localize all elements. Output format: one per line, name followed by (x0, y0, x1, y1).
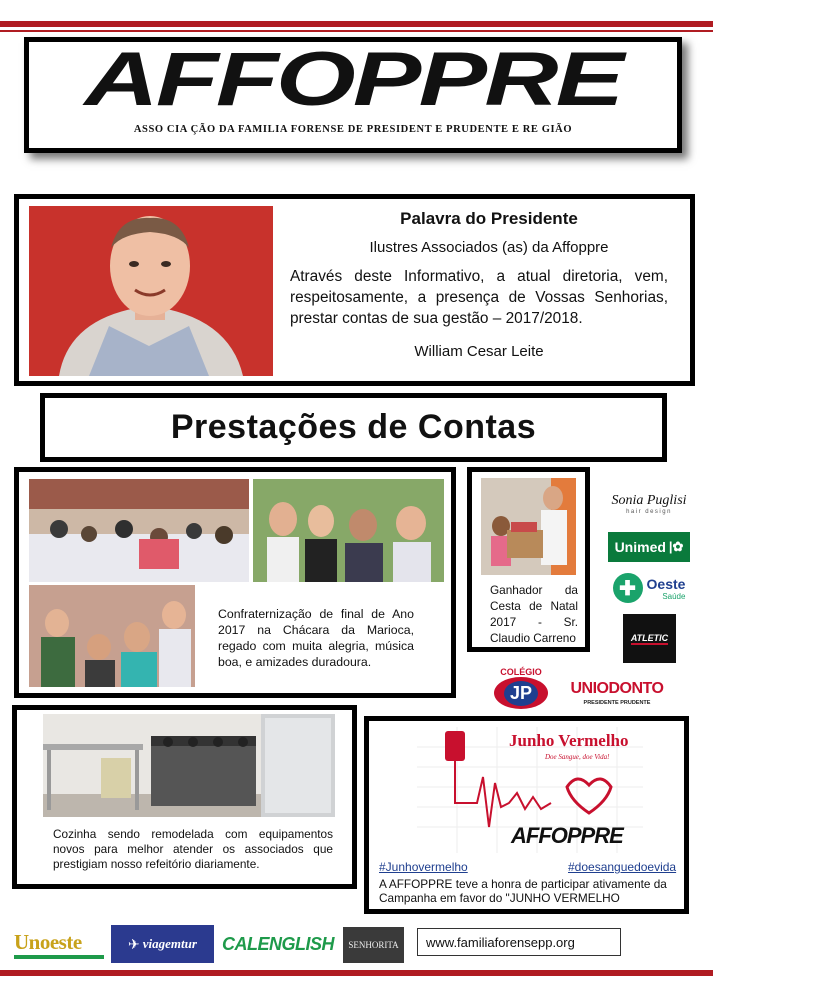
president-title: Palavra do Presidente (400, 209, 578, 228)
sponsor-viagemtur[interactable] (111, 925, 214, 963)
sponsor-senhorita[interactable] (343, 927, 404, 963)
sonia-sub: hair design (626, 509, 672, 515)
logo-wordmark: AFFOPPRE (84, 37, 622, 122)
unimed-tree-icon: |✿ (668, 539, 684, 554)
viagemtur-icon: ✈ (128, 935, 140, 952)
logo-tagline: ASSO CIA ÇÃO DA FAMILIA FORENSE DE PRESIDENT E PRUDENTE E RE GIÃO (133, 124, 573, 135)
section-title: Prestações de Contas (170, 408, 537, 446)
kitchen-box (12, 705, 357, 889)
sponsor-unimed[interactable] (608, 532, 690, 562)
sponsor-atletic[interactable] (623, 614, 676, 663)
sponsor-unoeste[interactable] (14, 925, 106, 963)
poster-subtitle: Doe Sangue, doe Vida! (545, 753, 610, 761)
website-link[interactable] (417, 928, 621, 956)
unoeste-stripe (14, 955, 104, 959)
poster-logo: AFFOPPRE (511, 823, 623, 848)
hashtag-doesangue[interactable]: #doesanguedoevida (568, 860, 677, 874)
sponsor-uniodonto[interactable] (562, 675, 672, 711)
atletic-label: ATLETIC (630, 632, 669, 643)
sponsor-oeste-saude[interactable] (608, 570, 690, 606)
winner-caption: Ganhador da Cesta de Natal 2017 - Sr. Claudio Carreno (490, 583, 578, 645)
campaign-poster (417, 727, 643, 853)
party-photo-friends (253, 479, 444, 582)
party-box (14, 467, 456, 698)
sonia-name: Sonia Puglisi (611, 493, 687, 508)
poster-title: Junho Vermelho (509, 731, 629, 750)
colegio-jp-text: JP (504, 681, 538, 706)
president-greeting: Ilustres Associados (as) da Affoppre (369, 239, 609, 256)
oeste-cross-icon: ✚ (613, 573, 643, 603)
president-signature: William Cesar Leite (414, 343, 544, 360)
kitchen-photo (43, 714, 335, 817)
colegio-jp-badge (494, 677, 548, 709)
president-message: Através deste Informativo, a atual diretoria, vem, respeitosamente, a presença de Vossas Senhorias, prestar contas de sua gestão – 2017/2018. (290, 268, 668, 327)
party-photo-tables (29, 479, 249, 582)
bottom-rule (0, 970, 713, 976)
president-box (14, 194, 695, 386)
unoeste-label: Unoeste (14, 929, 82, 954)
kitchen-caption: Cozinha sendo remodelada com equipamentos novos para melhor atender os associados que prestigiam nosso refeitório diariamente. (53, 827, 333, 871)
campaign-caption: A AFFOPPRE teve a honra de participar ativamente da Campanha em favor do "JUNHO VERMELHO (379, 877, 667, 905)
uniodonto-sub: PRESIDENTE PRUDENTE (583, 700, 651, 706)
top-rule (0, 21, 713, 27)
sponsor-colegio-jp[interactable] (488, 664, 554, 712)
president-photo (29, 206, 273, 376)
unimed-label: Unimed (614, 539, 666, 555)
section-title-box (40, 393, 667, 462)
senhorita-label: SENHORITA (348, 940, 399, 950)
oeste-sub: Saúde (662, 591, 686, 601)
winner-photo (481, 478, 576, 575)
calenglish-label: CALENGLISH (222, 933, 334, 954)
campaign-box (364, 716, 689, 914)
party-photo-group (29, 585, 195, 687)
hashtag-junho[interactable]: #Junhovermelho (379, 860, 468, 874)
header-logo-box (24, 37, 682, 153)
sponsor-calenglish[interactable] (217, 925, 339, 963)
uniodonto-label: UNIODONTO (570, 680, 664, 697)
viagemtur-label: viagemtur (142, 936, 197, 951)
winner-box (467, 467, 590, 652)
website-text: www.familiaforensepp.org (426, 934, 575, 950)
oeste-text (647, 576, 686, 601)
colegio-label: COLÉGIO (500, 667, 542, 677)
oeste-label: Oeste (646, 575, 686, 592)
sponsor-sonia-puglisi[interactable] (608, 486, 690, 522)
party-caption: Confraternização de final de Ano 2017 na Chácara da Marioca, regado com muita alegria, música boa, e amizades duradoura. (218, 607, 414, 669)
